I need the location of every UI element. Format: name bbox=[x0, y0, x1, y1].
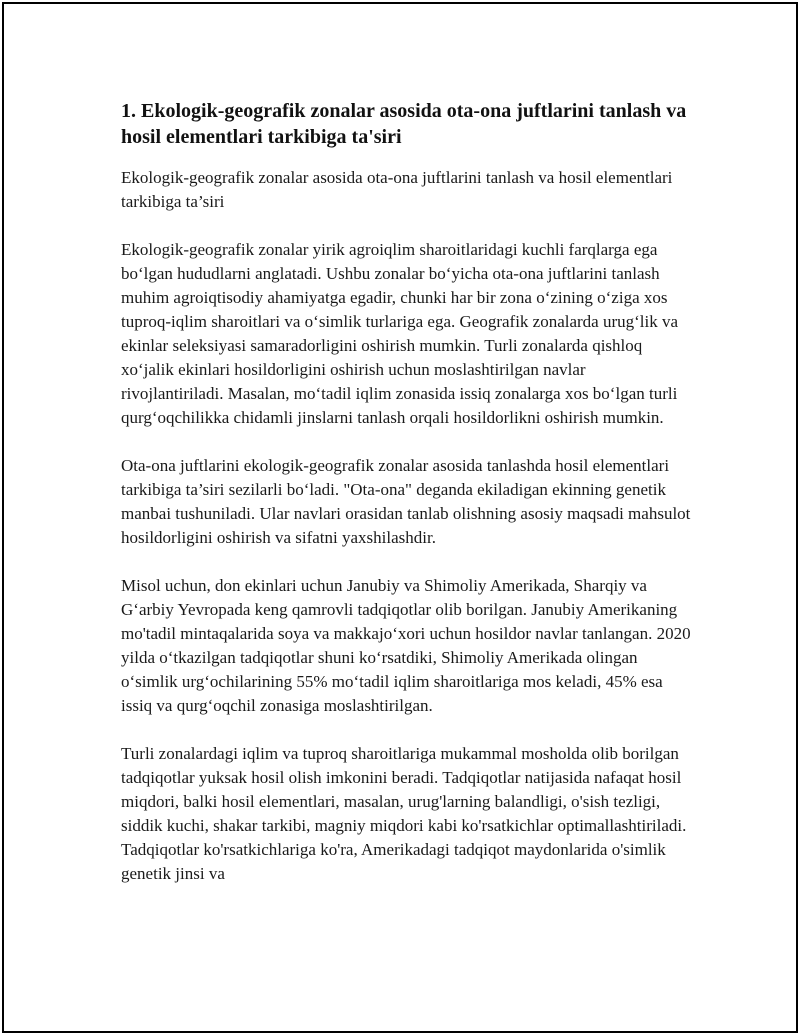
paragraph-1: Ekologik-geografik zonalar yirik agroiqlim sharoitlaridagi kuchli farqlarga ega bo‘lgan hududlarni anglatadi. Ushbu zonalar bo‘yicha ota-ona juftlarini tanlash muhim agroiqtisodiy ahamiyatga egadir, chunki har bir zona o‘zining o‘ziga xos tuproq-iqlim sharoitlari va o‘simlik turlariga ega. Geografik zonalarda urug‘lik va ekinlar seleksiyasi samaradorligini oshirish mumkin. Turli zonalarda qishloq xo‘jalik ekinlari hosildorligini oshirish uchun moslashtirilgan navlar rivojlantiriladi. Masalan, mo‘tadil iqlim zonasida issiq zonalarga xos bo‘lgan turli qurg‘oqchilikka chidamli jinslarni tanlash orqali hosildorlikni oshirish mumkin. bbox=[121, 240, 679, 427]
paragraph-4: Turli zonalardagi iqlim va tuproq sharoitlariga mukammal mosholda olib borilgan tadqiqotlar yuksak hosil olish imkonini beradi. Tadqiqotlar natijasida nafaqat hosil miqdori, balki hosil elementlari, masalan, urug'larning balandligi, o'sish tezligi, siddik kuchi, shakar tarkibi, magniy miqdori kabi ko'rsatkichlar optimallashtiriladi. Tadqiqotlar ko'rsatkichlariga ko'ra, Amerikadagi tadqiqot maydonlarida o'simlik genetik jinsi va bbox=[121, 744, 687, 883]
paragraph-2: Ota-ona juftlarini ekologik-geografik zonalar asosida tanlashda hosil elementlari tarkibiga ta’siri sezilarli bo‘ladi. "Ota-ona" deganda ekiladigan ekinning genetik manbai tushuniladi. Ular navlari orasidan tanlab olishning asosiy maqsadi mahsulot hosildorligini oshirish va sifatni yaxshilashdir. bbox=[121, 456, 691, 547]
section-subtitle: Ekologik-geografik zonalar asosida ota-ona juftlarini tanlash va hosil elementlari tarkibiga ta’siri bbox=[121, 168, 673, 211]
section-heading: 1. Ekologik-geografik zonalar asosida ota-ona juftlarini tanlash va hosil elementlari tarkibiga ta'siri bbox=[121, 100, 687, 148]
paragraph-3: Misol uchun, don ekinlari uchun Janubiy va Shimoliy Amerikada, Sharqiy va G‘arbiy Yevropada keng qamrovli tadqiqotlar olib borilgan. Janubiy Amerikaning mo'tadil mintaqalarida soya va makkajo‘xori uchun hosildor navlar tanlangan. 2020 yilda o‘tkazilgan tadqiqotlar shuni ko‘rsatdiki, Shimoliy Amerikada olingan o‘simlik urg‘ochilarining 55% mo‘tadil iqlim sharoitlariga mos keladi, 45% esa issiq va qurg‘oqchil zonasiga moslashtirilgan. bbox=[121, 576, 691, 715]
document-page bbox=[2, 2, 798, 1033]
document-body bbox=[121, 98, 691, 886]
